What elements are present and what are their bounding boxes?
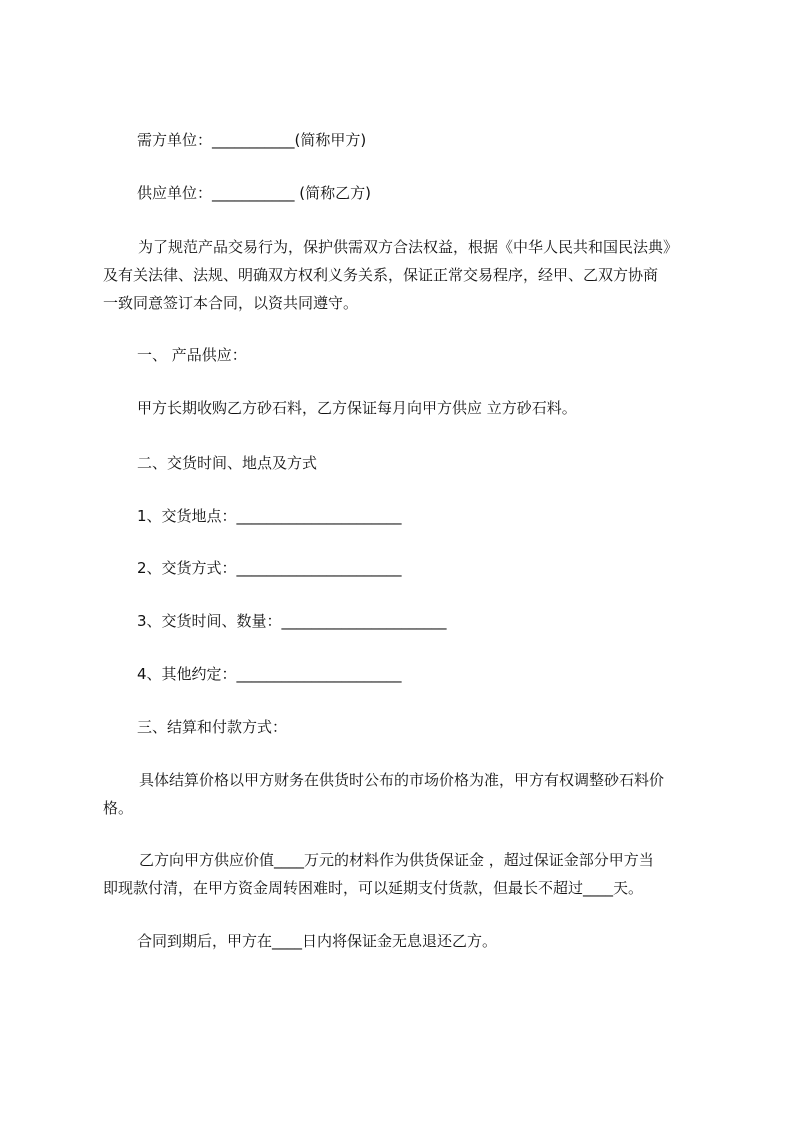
buyer-line: 需方单位：___________(简称甲方) (137, 131, 367, 149)
settlement-para-1-line-2: 格。 (103, 799, 134, 817)
settlement-para-1-line-1: 具体结算价格以甲方财务在供货时公布的市场价格为准，甲方有权调整砂石料价 (139, 771, 665, 789)
section-1-title: 一、 产品供应： (137, 346, 247, 364)
settlement-para-2-line-1: 乙方向甲方供应价值____万元的材料作为供货保证金 ，超过保证金部分甲方当 (139, 851, 654, 869)
delivery-item: 2、交货方式：______________________ (137, 559, 402, 577)
section-3-title: 三、结算和付款方式： (137, 718, 288, 736)
section-1-text: 甲方长期收购乙方砂石料，乙方保证每月向甲方供应 立方砂石料。 (137, 399, 577, 417)
intro-line-3: 一致同意签订本合同，以资共同遵守。 (103, 294, 359, 312)
delivery-item: 1、交货地点：______________________ (137, 507, 402, 525)
supplier-line: 供应单位：___________ (简称乙方) (137, 184, 371, 202)
settlement-para-2-line-2: 即现款付清，在甲方资金周转困难时，可以延期支付货款，但最长不超过____天。 (103, 879, 644, 897)
intro-line-1: 为了规范产品交易行为，保护供需双方合法权益，根据《中华人民共和国民法典》 (138, 238, 679, 256)
delivery-item: 3、交货时间、数量：______________________ (137, 612, 447, 630)
delivery-item: 4、其他约定：______________________ (137, 665, 402, 683)
section-2-title: 二、交货时间、地点及方式 (137, 454, 318, 472)
settlement-para-3: 合同到期后，甲方在____日内将保证金无息退还乙方。 (137, 932, 498, 950)
intro-line-2: 及有关法律、法规、明确双方权利义务关系，保证正常交易程序，经甲、乙双方协商 (103, 266, 659, 284)
